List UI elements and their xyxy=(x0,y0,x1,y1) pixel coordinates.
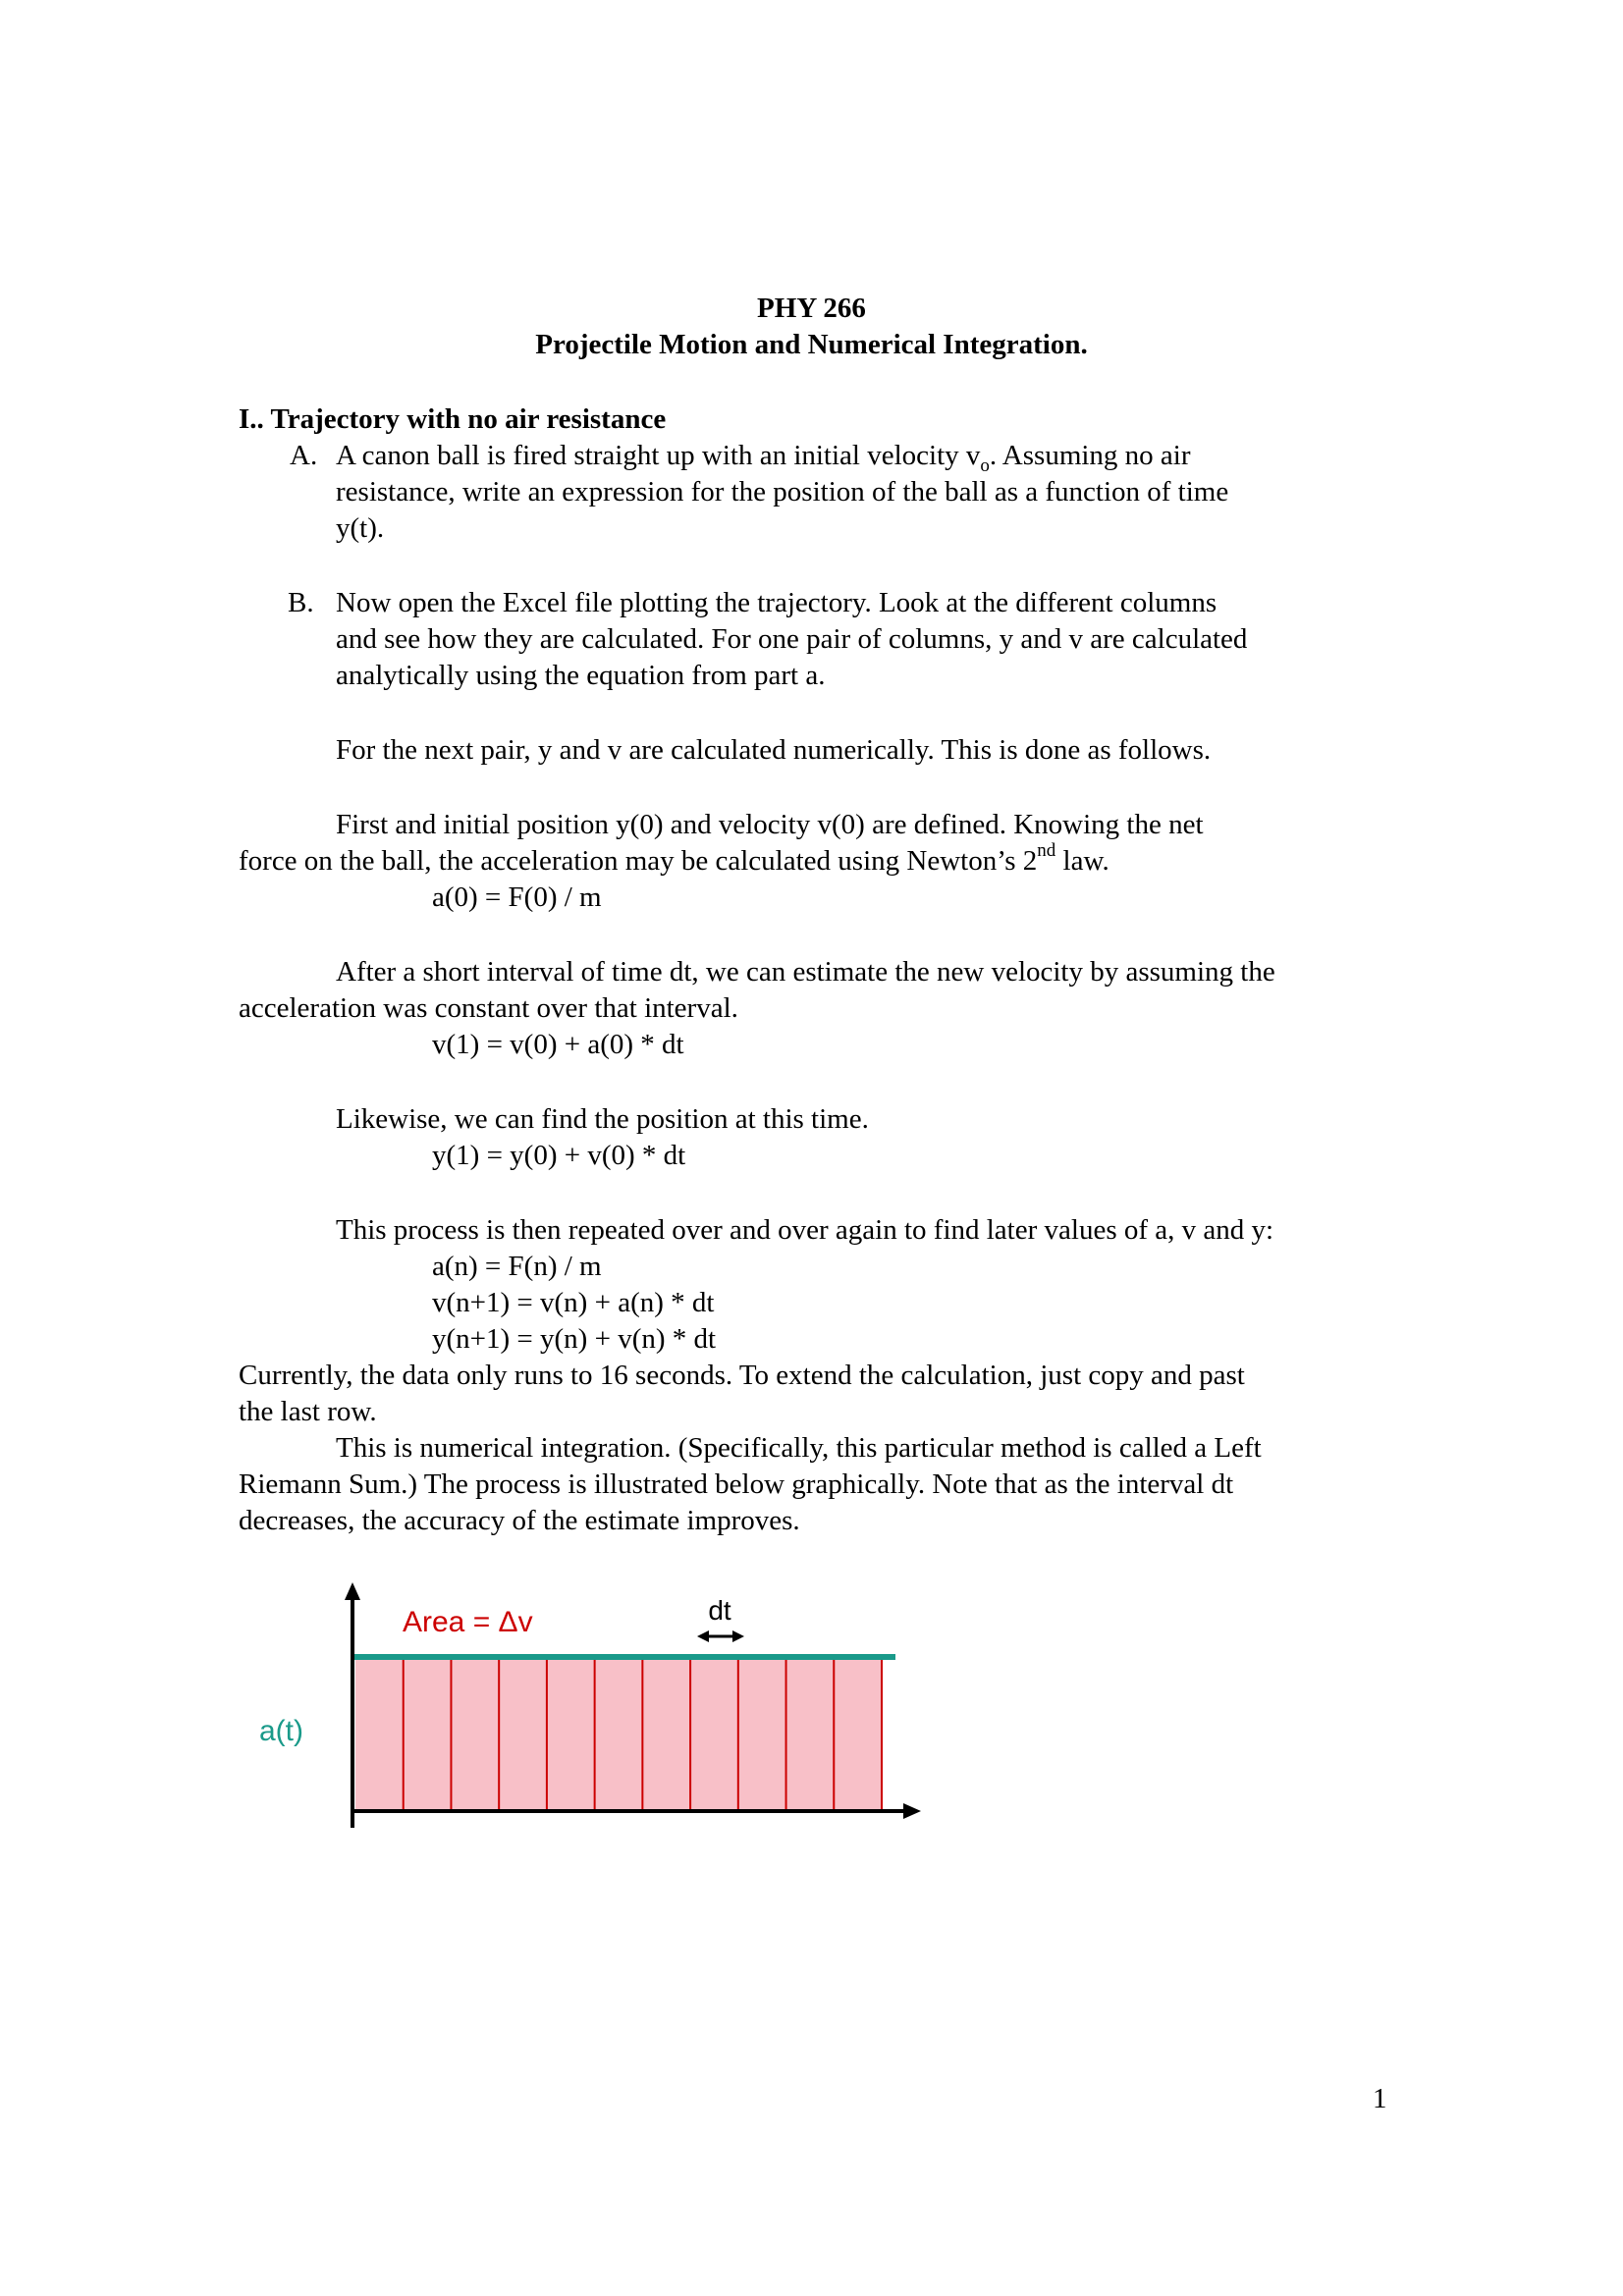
part-b-marker: B. xyxy=(288,587,314,618)
first-paragraph-line-1: First and initial position y(0) and velocity v(0) are defined. Knowing the net xyxy=(336,809,1204,840)
part-b-line-2: and see how they are calculated. For one pair of columns, y and v are calculated xyxy=(336,623,1248,655)
part-b-line-3: analytically using the equation from part a. xyxy=(336,660,826,691)
y-axis-label: a(t) xyxy=(259,1715,303,1747)
section-heading: I.. Trajectory with no air resistance xyxy=(239,403,667,435)
currently-paragraph-line-2: the last row. xyxy=(239,1396,377,1427)
part-a-marker: A. xyxy=(290,440,318,471)
equation-a0: a(0) = F(0) / m xyxy=(432,881,602,913)
area-fill xyxy=(355,1657,882,1811)
dt-arrow-left-head xyxy=(697,1630,709,1642)
equation-vn: v(n+1) = v(n) + a(n) * dt xyxy=(432,1287,715,1318)
riemann-sum-figure xyxy=(245,1571,933,1845)
equation-v1: v(1) = v(0) + a(0) * dt xyxy=(432,1029,684,1060)
currently-paragraph-line-1: Currently, the data only runs to 16 seconds. To extend the calculation, just copy and past xyxy=(239,1360,1245,1391)
x-axis-arrowhead xyxy=(903,1803,921,1819)
after-paragraph-line-2: acceleration was constant over that interval. xyxy=(239,992,738,1024)
likewise-paragraph: Likewise, we can find the position at this time. xyxy=(336,1103,869,1135)
part-a-line-1: A canon ball is fired straight up with an initial velocity $v_o$. Assuming no air xyxy=(336,440,1191,476)
document-title: Projectile Motion and Numerical Integration. xyxy=(535,329,1088,360)
equation-yn: y(n+1) = y(n) + v(n) * dt xyxy=(432,1323,717,1355)
equation-an: a(n) = F(n) / m xyxy=(432,1251,602,1282)
process-paragraph: This process is then repeated over and over again to find later values of a, v and y: xyxy=(336,1214,1274,1246)
first-paragraph-line-2: force on the ball, the acceleration may be calculated using Newton’s 2nd law. xyxy=(239,840,1109,877)
course-code: PHY 266 xyxy=(757,293,866,324)
numint-paragraph-line-2: Riemann Sum.) The process is illustrated below graphically. Note that as the interval dt xyxy=(239,1468,1234,1500)
part-b-line-1: Now open the Excel file plotting the trajectory. Look at the different columns xyxy=(336,587,1217,618)
y-axis-arrowhead xyxy=(345,1582,360,1600)
next-pair-paragraph: For the next pair, y and v are calculated numerically. This is done as follows. xyxy=(336,734,1212,766)
after-paragraph-line-1: After a short interval of time dt, we can estimate the new velocity by assuming the xyxy=(336,956,1275,988)
dt-arrow-right-head xyxy=(732,1630,744,1642)
part-a-line-2: resistance, write an expression for the position of the ball as a function of time xyxy=(336,476,1229,507)
page-number: 1 xyxy=(1373,2083,1387,2114)
numint-paragraph-line-1: This is numerical integration. (Specifically, this particular method is called a Left xyxy=(336,1432,1262,1464)
numint-paragraph-line-3: decreases, the accuracy of the estimate improves. xyxy=(239,1505,800,1536)
area-label: Area = Δv xyxy=(403,1606,533,1638)
part-a-line-3: y(t). xyxy=(336,512,385,544)
equation-y1: y(1) = y(0) + v(0) * dt xyxy=(432,1140,686,1171)
dt-label: dt xyxy=(708,1595,731,1626)
